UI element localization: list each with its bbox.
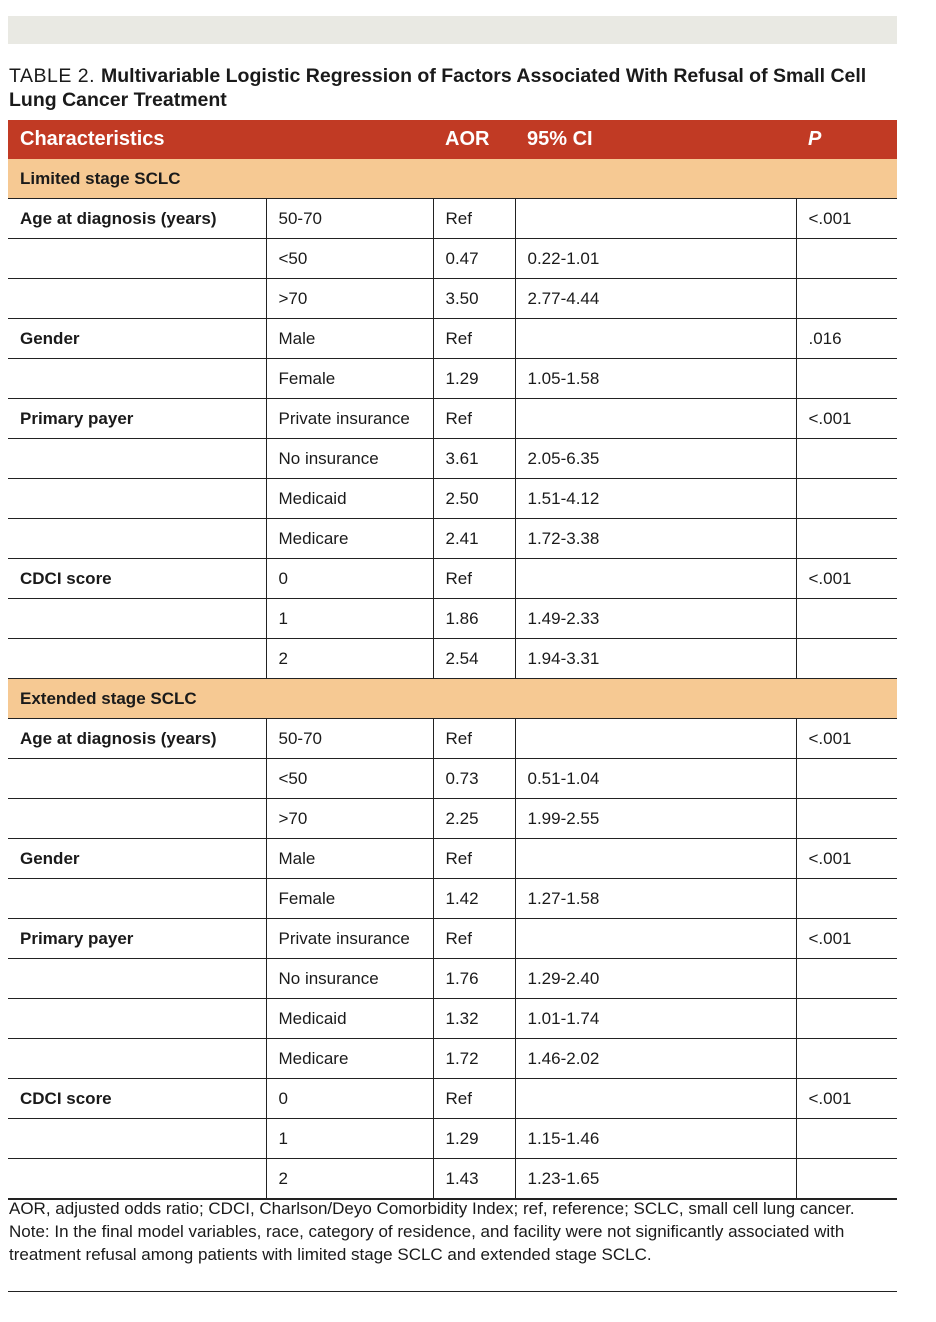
aor-cell: 2.50 — [433, 479, 515, 519]
ci-cell: 1.51-4.12 — [515, 479, 796, 519]
level-cell: Medicare — [266, 1039, 433, 1079]
characteristic-cell — [8, 479, 266, 519]
aor-cell: 1.72 — [433, 1039, 515, 1079]
table-row — [8, 879, 897, 919]
characteristic-cell: Primary payer — [8, 919, 266, 959]
regression-table — [8, 120, 897, 1200]
p-value-cell: <.001 — [796, 199, 897, 239]
p-value-cell: <.001 — [796, 719, 897, 759]
characteristic-cell — [8, 279, 266, 319]
characteristic-cell: Gender — [8, 839, 266, 879]
table-row — [8, 319, 897, 359]
aor-cell: Ref — [433, 719, 515, 759]
table-row — [8, 559, 897, 599]
aor-cell: 1.76 — [433, 959, 515, 999]
ci-cell: 2.05-6.35 — [515, 439, 796, 479]
aor-cell: 2.41 — [433, 519, 515, 559]
characteristic-cell: Age at diagnosis (years) — [8, 199, 266, 239]
level-cell: Medicaid — [266, 999, 433, 1039]
table-row — [8, 519, 897, 559]
p-value-cell — [796, 279, 897, 319]
p-value-cell: <.001 — [796, 559, 897, 599]
aor-cell: Ref — [433, 839, 515, 879]
table-row — [8, 919, 897, 959]
characteristic-cell — [8, 519, 266, 559]
level-cell: No insurance — [266, 439, 433, 479]
p-value-cell — [796, 759, 897, 799]
aor-cell: Ref — [433, 1079, 515, 1119]
aor-cell: 0.73 — [433, 759, 515, 799]
aor-cell: 3.50 — [433, 279, 515, 319]
aor-cell: Ref — [433, 919, 515, 959]
table-row — [8, 239, 897, 279]
table-row — [8, 1159, 897, 1200]
footnotes — [9, 1197, 894, 1266]
section-header-row — [8, 159, 897, 199]
aor-cell: 1.42 — [433, 879, 515, 919]
footnote-note: Note: In the final model variables, race, category of residence, and facility were not significantly associated with treatment refusal among patients with limited stage SCLC and extended stage SCLC. — [9, 1222, 845, 1264]
table-row — [8, 799, 897, 839]
table-row — [8, 1119, 897, 1159]
characteristic-cell: CDCI score — [8, 559, 266, 599]
header-p: P — [796, 120, 897, 159]
ci-cell: 1.01-1.74 — [515, 999, 796, 1039]
level-cell: >70 — [266, 279, 433, 319]
p-value-cell — [796, 239, 897, 279]
aor-cell: Ref — [433, 559, 515, 599]
aor-cell: 1.32 — [433, 999, 515, 1039]
p-value-cell — [796, 1119, 897, 1159]
level-cell: Medicare — [266, 519, 433, 559]
ci-cell: 1.46-2.02 — [515, 1039, 796, 1079]
level-cell: 2 — [266, 639, 433, 679]
aor-cell: 1.86 — [433, 599, 515, 639]
characteristic-cell — [8, 359, 266, 399]
p-value-cell — [796, 599, 897, 639]
header-aor: AOR — [433, 120, 515, 159]
p-value-cell: <.001 — [796, 1079, 897, 1119]
table-row — [8, 439, 897, 479]
ci-cell: 1.72-3.38 — [515, 519, 796, 559]
level-cell: 50-70 — [266, 199, 433, 239]
p-value-cell — [796, 879, 897, 919]
table-body — [8, 159, 897, 1199]
header-ci: 95% CI — [515, 120, 796, 159]
ci-cell: 1.23-1.65 — [515, 1159, 796, 1200]
aor-cell: Ref — [433, 319, 515, 359]
level-cell: 0 — [266, 559, 433, 599]
ci-cell — [515, 919, 796, 959]
ci-cell: 1.99-2.55 — [515, 799, 796, 839]
table-row — [8, 839, 897, 879]
level-cell: <50 — [266, 239, 433, 279]
characteristic-cell — [8, 759, 266, 799]
level-cell: 50-70 — [266, 719, 433, 759]
ci-cell: 1.49-2.33 — [515, 599, 796, 639]
aor-cell: Ref — [433, 199, 515, 239]
characteristic-cell — [8, 879, 266, 919]
characteristic-cell — [8, 1039, 266, 1079]
characteristic-cell — [8, 639, 266, 679]
level-cell: Male — [266, 839, 433, 879]
p-value-cell — [796, 359, 897, 399]
ci-cell: 1.05-1.58 — [515, 359, 796, 399]
p-value-cell: <.001 — [796, 839, 897, 879]
p-value-cell — [796, 519, 897, 559]
table-row — [8, 1039, 897, 1079]
aor-cell: 0.47 — [433, 239, 515, 279]
level-cell: <50 — [266, 759, 433, 799]
aor-cell: 2.25 — [433, 799, 515, 839]
p-value-cell — [796, 639, 897, 679]
table-row — [8, 1079, 897, 1119]
table-row — [8, 199, 897, 239]
p-value-cell: <.001 — [796, 399, 897, 439]
ci-cell — [515, 1079, 796, 1119]
ci-cell: 0.22-1.01 — [515, 239, 796, 279]
table-row — [8, 599, 897, 639]
level-cell: >70 — [266, 799, 433, 839]
table-row — [8, 999, 897, 1039]
level-cell: 2 — [266, 1159, 433, 1200]
level-cell: Female — [266, 879, 433, 919]
level-cell: Medicaid — [266, 479, 433, 519]
ci-cell: 2.77-4.44 — [515, 279, 796, 319]
ci-cell: 1.15-1.46 — [515, 1119, 796, 1159]
characteristic-cell: Gender — [8, 319, 266, 359]
table-title — [9, 64, 899, 112]
bottom-rule — [8, 1291, 897, 1292]
p-value-cell: .016 — [796, 319, 897, 359]
level-cell: 1 — [266, 599, 433, 639]
ci-cell: 0.51-1.04 — [515, 759, 796, 799]
table-row — [8, 399, 897, 439]
table-row — [8, 639, 897, 679]
p-value-cell — [796, 799, 897, 839]
table-row — [8, 479, 897, 519]
characteristic-cell: Primary payer — [8, 399, 266, 439]
header-row — [8, 120, 897, 159]
characteristic-cell: CDCI score — [8, 1079, 266, 1119]
aor-cell: 3.61 — [433, 439, 515, 479]
ci-cell: 1.29-2.40 — [515, 959, 796, 999]
ci-cell — [515, 719, 796, 759]
level-cell: Private insurance — [266, 919, 433, 959]
ci-cell — [515, 319, 796, 359]
characteristic-cell — [8, 999, 266, 1039]
level-cell: 1 — [266, 1119, 433, 1159]
characteristic-cell — [8, 599, 266, 639]
level-cell: Private insurance — [266, 399, 433, 439]
ci-cell — [515, 399, 796, 439]
table-caption: Multivariable Logistic Regression of Factors Associated With Refusal of Small Cell Lung Cancer Treatment — [9, 65, 867, 111]
aor-cell: 1.43 — [433, 1159, 515, 1200]
level-cell: 0 — [266, 1079, 433, 1119]
characteristic-cell — [8, 959, 266, 999]
ci-cell: 1.94-3.31 — [515, 639, 796, 679]
aor-cell: Ref — [433, 399, 515, 439]
characteristic-cell — [8, 1159, 266, 1200]
p-value-cell — [796, 999, 897, 1039]
p-value-cell: <.001 — [796, 919, 897, 959]
table-row — [8, 719, 897, 759]
ci-cell — [515, 839, 796, 879]
section-header-row — [8, 679, 897, 719]
p-value-cell — [796, 1039, 897, 1079]
table-row — [8, 759, 897, 799]
characteristic-cell — [8, 799, 266, 839]
top-gray-bar — [8, 16, 897, 44]
p-value-cell — [796, 959, 897, 999]
level-cell: No insurance — [266, 959, 433, 999]
p-value-cell — [796, 439, 897, 479]
characteristic-cell: Age at diagnosis (years) — [8, 719, 266, 759]
table-label: TABLE 2. — [9, 65, 96, 87]
characteristic-cell — [8, 1119, 266, 1159]
table-row — [8, 959, 897, 999]
table-row — [8, 279, 897, 319]
aor-cell: 2.54 — [433, 639, 515, 679]
footnote-abbreviations: AOR, adjusted odds ratio; CDCI, Charlson/Deyo Comorbidity Index; ref, reference; SCLC, small cell lung cancer. — [9, 1199, 855, 1218]
p-value-cell — [796, 479, 897, 519]
aor-cell: 1.29 — [433, 1119, 515, 1159]
section-label: Limited stage SCLC — [8, 159, 897, 199]
ci-cell — [515, 559, 796, 599]
header-characteristics: Characteristics — [8, 120, 433, 159]
p-value-cell — [796, 1159, 897, 1200]
ci-cell — [515, 199, 796, 239]
table-row — [8, 359, 897, 399]
ci-cell: 1.27-1.58 — [515, 879, 796, 919]
characteristic-cell — [8, 439, 266, 479]
level-cell: Male — [266, 319, 433, 359]
section-label: Extended stage SCLC — [8, 679, 897, 719]
aor-cell: 1.29 — [433, 359, 515, 399]
characteristic-cell — [8, 239, 266, 279]
level-cell: Female — [266, 359, 433, 399]
